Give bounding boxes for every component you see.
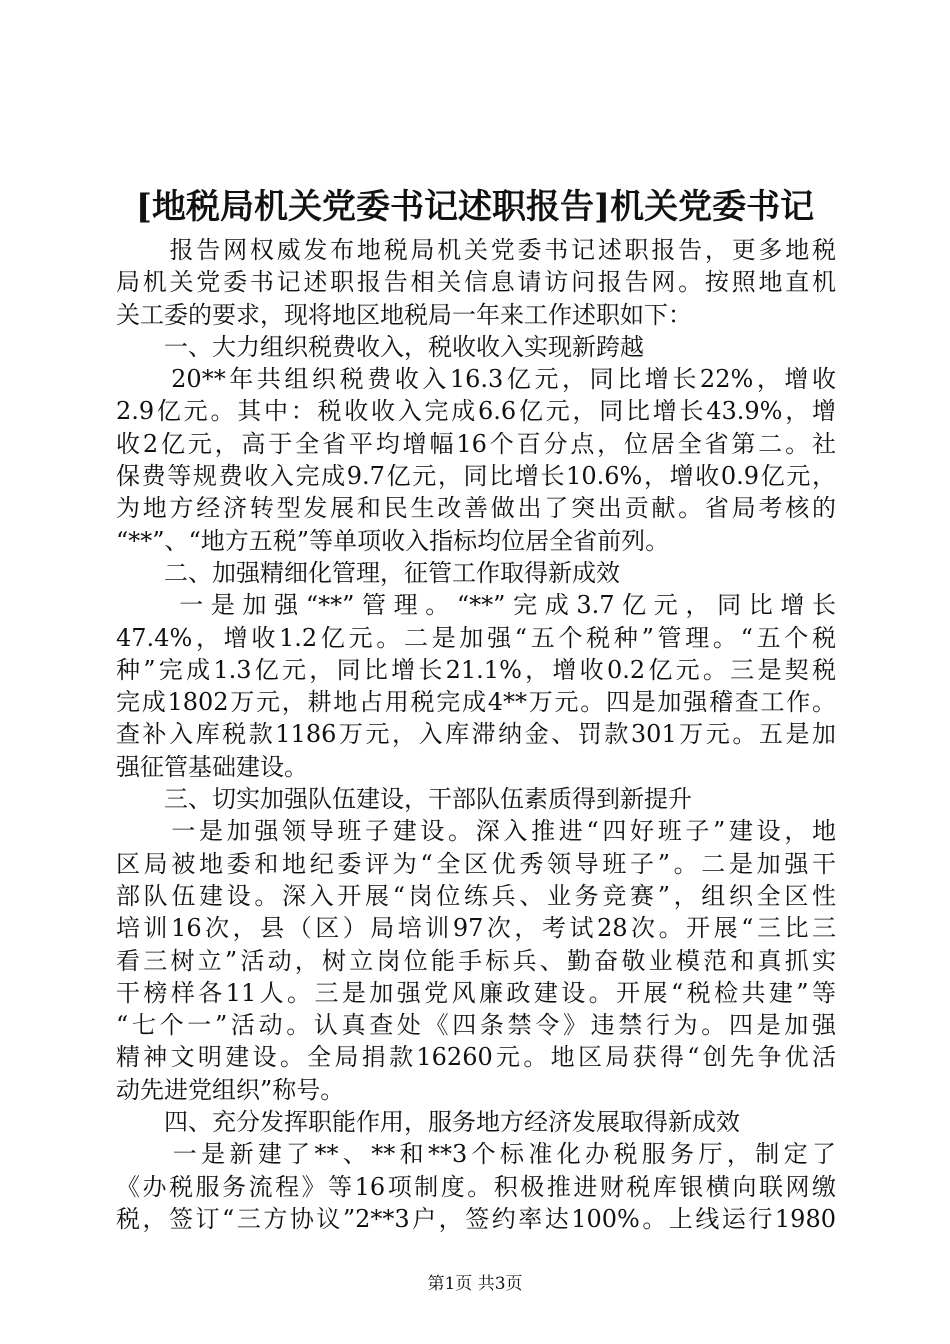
text-line: 干榜样各11人。三是加强党风廉政建设。开展“税检共建”等 bbox=[116, 978, 836, 1007]
text-line: 保费等规费收入完成9.7亿元，同比增长10.6%，增收0.9亿元， bbox=[116, 462, 836, 491]
text-line: 培训16次，县（区）局培训97次，考试28次。开展“三比三 bbox=[116, 914, 836, 943]
text-line: 为地方经济转型发展和民生改善做出了突出贡献。省局考核的 bbox=[116, 494, 836, 523]
text-line: 动先进党组织”称号。 bbox=[116, 1075, 345, 1104]
text-line: 一、大力组织税费收入，税收收入实现新跨越 bbox=[116, 332, 644, 361]
text-line: “七个一”活动。认真查处《四条禁令》违禁行为。四是加强 bbox=[116, 1011, 836, 1040]
text-line: “**”、“地方五税”等单项收入指标均位居全省前列。 bbox=[116, 526, 670, 555]
text-line: 四、充分发挥职能作用，服务地方经济发展取得新成效 bbox=[116, 1108, 740, 1137]
text-line: 二、加强精细化管理，征管工作取得新成效 bbox=[116, 558, 620, 587]
text-line: 区局被地委和地纪委评为“全区优秀领导班子”。二是加强干 bbox=[116, 849, 836, 878]
text-line: 局机关党委书记述职报告相关信息请访问报告网。按照地直机 bbox=[116, 268, 836, 297]
text-line: 收2亿元，高于全省平均增幅16个百分点，位居全省第二。社 bbox=[116, 429, 836, 458]
text-line: 一是加强领导班子建设。深入推进“四好班子”建设，地 bbox=[116, 817, 836, 846]
text-line: 完成1802万元，耕地占用税完成4**万元。四是加强稽查工作。 bbox=[116, 688, 836, 717]
document-title: [地税局机关党委书记述职报告]机关党委书记 bbox=[135, 186, 815, 227]
text-line: 税，签订“三方协议”2**3户，签约率达100%。上线运行1980 bbox=[116, 1204, 836, 1233]
document-body bbox=[116, 234, 836, 1235]
text-line: 查补入库税款1186万元，入库滞纳金、罚款301万元。五是加 bbox=[116, 720, 836, 749]
text-line: 《办税服务流程》等16项制度。积极推进财税库银横向联网缴 bbox=[116, 1172, 836, 1201]
text-line: 强征管基础建设。 bbox=[116, 752, 308, 781]
text-line: 种”完成1.3亿元，同比增长21.1%，增收0.2亿元。三是契税 bbox=[116, 655, 836, 684]
text-line: 一是新建了**、**和**3个标准化办税服务厅，制定了 bbox=[116, 1140, 836, 1169]
text-line: 一是加强“**”管理。“**”完成3.7亿元，同比增长 bbox=[116, 591, 836, 620]
text-line: 部队伍建设。深入开展“岗位练兵、业务竞赛”，组织全区性 bbox=[116, 881, 836, 910]
text-line: 47.4%，增收1.2亿元。二是加强“五个税种”管理。“五个税 bbox=[116, 623, 836, 652]
text-line: 看三树立”活动，树立岗位能手标兵、勤奋敬业模范和真抓实 bbox=[116, 946, 836, 975]
text-line: 20**年共组织税费收入16.3亿元，同比增长22%，增收 bbox=[116, 365, 836, 394]
text-line: 报告网权威发布地税局机关党委书记述职报告，更多地税 bbox=[116, 236, 836, 264]
page-footer: 第1页 共3页 bbox=[427, 1274, 523, 1294]
text-line: 三、切实加强队伍建设，干部队伍素质得到新提升 bbox=[116, 785, 692, 814]
text-line: 精神文明建设。全局捐款16260元。地区局获得“创先争优活 bbox=[116, 1043, 836, 1072]
text-line: 2.9亿元。其中：税收收入完成6.6亿元，同比增长43.9%，增 bbox=[116, 397, 836, 426]
text-line: 关工委的要求，现将地区地税局一年来工作述职如下： bbox=[116, 300, 692, 329]
